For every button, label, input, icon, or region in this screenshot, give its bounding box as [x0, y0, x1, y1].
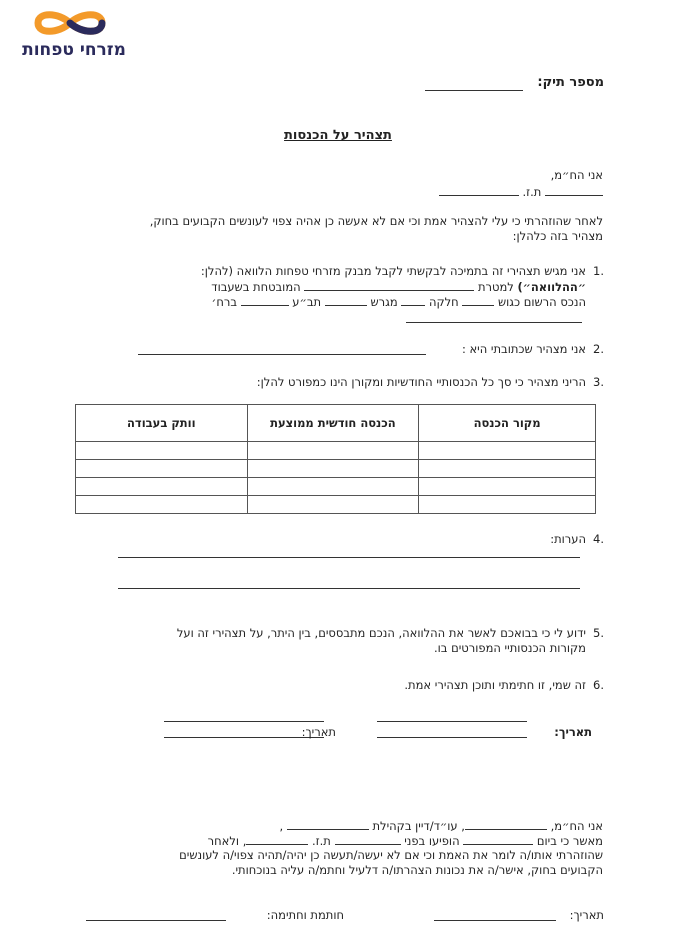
- table-cell[interactable]: [247, 460, 419, 478]
- item-4-text: הערות:: [550, 532, 586, 546]
- block-blank[interactable]: [462, 294, 494, 306]
- header-income-source: מקור הכנסה: [419, 405, 596, 442]
- item-6-text: זה שמי, זו חתימתי ותוכן תצהירי אמת.: [404, 678, 586, 692]
- warning-line-2: מצהיר בזה כלהלן:: [512, 229, 603, 243]
- loan-quote: ״ההלוואה״): [517, 280, 586, 294]
- table-cell[interactable]: [76, 478, 248, 496]
- date-label-right: תאריך:: [554, 725, 592, 739]
- table-cell[interactable]: [76, 496, 248, 514]
- plot-blank[interactable]: [325, 294, 367, 306]
- attestation-line-4: הקבועים בחוק, אישר/ה את נכונות הצהרתו/ה דלעיל וחתמ/ה עליה בנוכחותי.: [231, 863, 603, 877]
- purpose-blank[interactable]: [304, 279, 474, 291]
- date-label-left: תאריך:: [301, 725, 336, 739]
- attest-appeared-label: הופיעו בפני: [404, 834, 460, 848]
- item-1-number: 1.: [593, 264, 604, 278]
- appeared-name-blank[interactable]: [335, 833, 401, 845]
- table-cell[interactable]: [76, 442, 248, 460]
- attest-date-label: מאשר כי ביום: [536, 834, 603, 848]
- signature-line-upper-right[interactable]: [377, 721, 527, 722]
- item-5-line-1: ידוע לי כי בבואכם לאשר את ההלוואה, הנכם מתבססים, בין היתר, על תצהירי זה ועל: [176, 626, 586, 640]
- file-number-label: מספר תיק:: [537, 75, 604, 90]
- intro-name-line: אני הח״מ,: [550, 168, 603, 182]
- signature-line-upper-left[interactable]: [164, 721, 324, 722]
- table-row: [76, 442, 596, 460]
- street-label: ברח׳: [211, 295, 237, 309]
- stamp-signature-label: חותמת וחתימה:: [266, 908, 344, 922]
- stamp-signature-blank[interactable]: [86, 920, 226, 921]
- final-date-label: תאריך:: [569, 908, 604, 922]
- parcel-blank[interactable]: [401, 294, 425, 306]
- table-cell[interactable]: [419, 496, 596, 514]
- item-3-number: 3.: [593, 375, 604, 389]
- table-cell[interactable]: [247, 496, 419, 514]
- logo-text: מזרחי טפחות: [22, 40, 126, 60]
- attest-after-label: , ולאחר: [207, 834, 247, 848]
- income-table: [75, 404, 596, 514]
- item-3-text: הריני מצהיר כי סך כל הכנסותיי החודשיות ומקורן הינו כמפורט להלן:: [256, 375, 586, 389]
- attest-date-blank[interactable]: [463, 833, 533, 845]
- infinity-logo-icon: [4, 6, 144, 40]
- address-blank[interactable]: [138, 354, 426, 355]
- item-1-line-3: [212, 294, 586, 309]
- plot-label: מגרש: [370, 295, 398, 309]
- item-2-number: 2.: [593, 342, 604, 356]
- id-blank[interactable]: [439, 184, 519, 196]
- header-monthly-income: הכנסה חודשית ממוצעת: [247, 405, 419, 442]
- income-table-header-row: [76, 405, 596, 442]
- table-cell[interactable]: [76, 460, 248, 478]
- table-cell[interactable]: [247, 478, 419, 496]
- header-seniority: וותק בעבודה: [76, 405, 248, 442]
- intro-id-row: [439, 184, 603, 199]
- item-1-line-2: [211, 279, 586, 294]
- table-cell[interactable]: [419, 460, 596, 478]
- date-blank-right[interactable]: [377, 737, 527, 738]
- table-cell[interactable]: [419, 442, 596, 460]
- table-row: [76, 496, 596, 514]
- item-6-number: 6.: [593, 678, 604, 692]
- bank-logo: [4, 6, 144, 60]
- attestation-line-3: שהוזהרתי אותו/ה לומר את האמת וכי אם לא יעשה/תעשה כן יהיה/תהיה צפוי/ה לעונשים: [179, 848, 603, 862]
- attest-community-label: , עו״ד/דיין בקהילת: [372, 819, 465, 833]
- attest-id-label: ת.ז.: [312, 834, 331, 848]
- lawyer-name-blank[interactable]: [465, 818, 547, 830]
- table-cell[interactable]: [247, 442, 419, 460]
- item-2-text: אני מצהיר שכתובתי היא :: [461, 342, 586, 356]
- table-cell[interactable]: [419, 478, 596, 496]
- item-1-line-1: אני מגיש תצהירי זה בתמיכה לבקשתי לקבל מבנק מזרחי טפחות הלוואה (להלן:: [200, 264, 586, 278]
- table-row: [76, 460, 596, 478]
- warning-line-1: לאחר שהוזהרתי כי עלי להצהיר אמת וכי אם לא אעשה כן אהיה צפוי לעונשים הקבועים בחוק,: [149, 214, 603, 228]
- parcel-label: חלקה: [428, 295, 459, 309]
- item-4-number: 4.: [593, 532, 604, 546]
- id-label: ת.ז.: [522, 185, 542, 199]
- attestation-line-1: אני הח״מ, , עו״ד/דיין בקהילת ,: [279, 819, 603, 833]
- secured-label: המובטחת בשעבוד: [211, 280, 301, 294]
- remarks-line-1[interactable]: [118, 557, 580, 558]
- block-label: הנכס הרשום כגוש: [498, 295, 586, 309]
- attest-name-label: אני הח״מ,: [550, 819, 603, 833]
- purpose-label: למטרת: [477, 280, 514, 294]
- zoning-blank[interactable]: [241, 294, 289, 306]
- street-blank[interactable]: [406, 322, 582, 323]
- document-title: תצהיר על הכנסות: [284, 128, 392, 143]
- name-blank[interactable]: [545, 184, 603, 196]
- item-5-line-2: מקורות הכנסותיי המפורטים בו.: [434, 641, 586, 655]
- remarks-line-2[interactable]: [118, 588, 580, 589]
- table-row: [76, 478, 596, 496]
- final-date-blank[interactable]: [434, 920, 556, 921]
- community-blank[interactable]: [287, 818, 369, 830]
- attest-id-blank[interactable]: [246, 833, 308, 845]
- date-blank-left[interactable]: [164, 737, 324, 738]
- item-5-number: 5.: [593, 626, 604, 640]
- attestation-line-2: [208, 833, 603, 848]
- file-number-blank[interactable]: [425, 90, 523, 91]
- zoning-label: תב״ע: [292, 295, 322, 309]
